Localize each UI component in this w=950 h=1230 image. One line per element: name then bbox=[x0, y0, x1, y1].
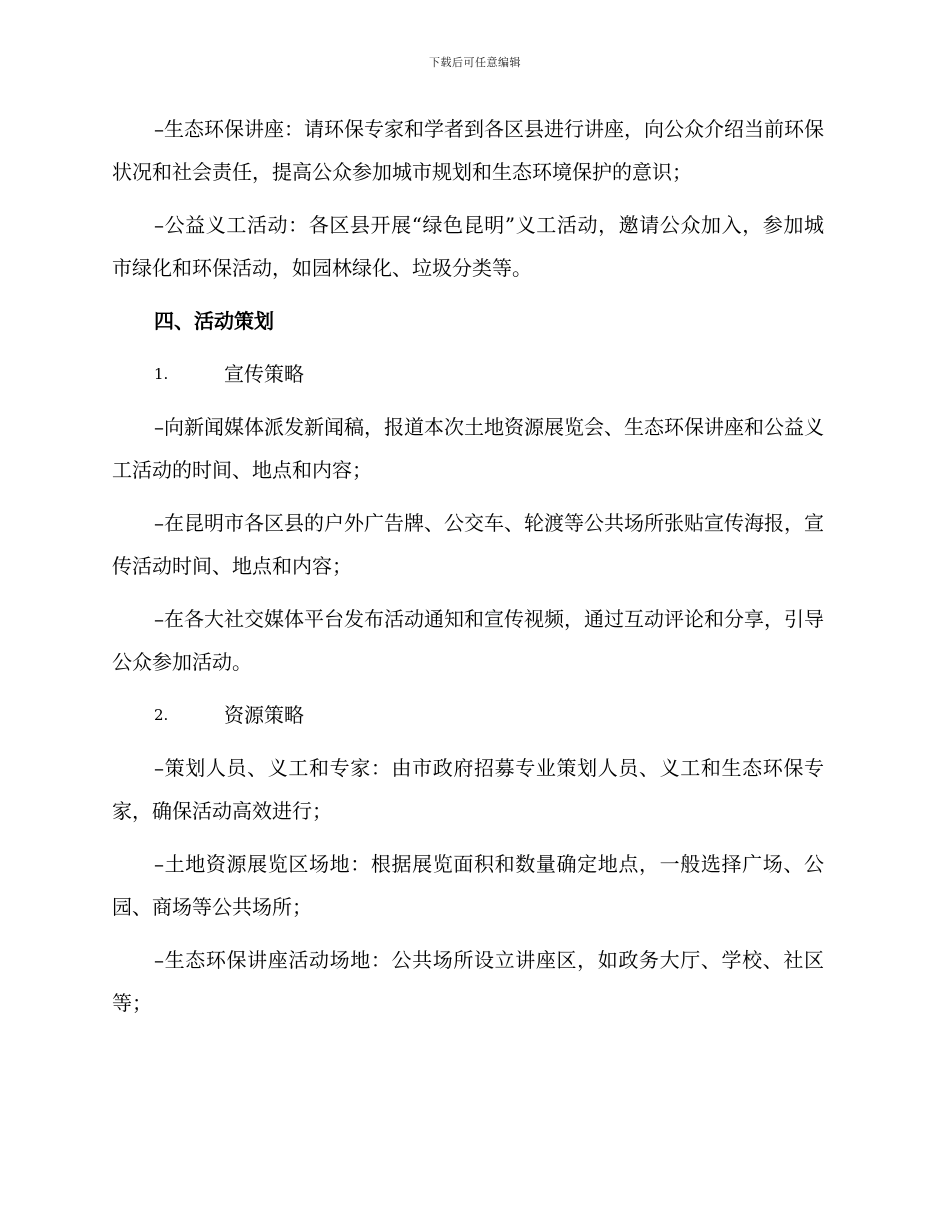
paragraph-lecture-venue: –生态环保讲座活动场地：公共场所设立讲座区，如政务大厅、学校、社区等； bbox=[112, 948, 824, 1015]
paragraph-staff: –策划人员、义工和专家：由市政府招募专业策划人员、义工和生态环保专家，确保活动高效进行； bbox=[112, 756, 824, 823]
item-number: 2. bbox=[154, 706, 169, 724]
paragraph-volunteer-activity: –公益义工活动：各区县开展“绿色昆明”义工活动，邀请公众加入，参加城市绿化和环保活动，如园林绿化、垃圾分类等。 bbox=[112, 213, 824, 280]
item-number: 1. bbox=[154, 365, 169, 383]
item-title: 资源策略 bbox=[224, 703, 304, 727]
paragraph-press-release: –向新闻媒体派发新闻稿，报道本次土地资源展览会、生态环保讲座和公益义工活动的时间、地点和内容； bbox=[112, 415, 824, 482]
item-title: 宣传策略 bbox=[224, 362, 304, 386]
numbered-item-publicity bbox=[112, 353, 824, 396]
numbered-item-resources bbox=[112, 694, 824, 737]
paragraph-posters: –在昆明市各区县的户外广告牌、公交车、轮渡等公共场所张贴宣传海报，宣传活动时间、地点和内容； bbox=[112, 511, 824, 578]
page-header: 下载后可任意编辑 bbox=[429, 56, 521, 69]
section-heading: 四、活动策划 bbox=[154, 309, 274, 333]
paragraph-exhibition-venue: –土地资源展览区场地：根据展览面积和数量确定地点，一般选择广场、公园、商场等公共场所； bbox=[112, 852, 824, 919]
paragraph-eco-lecture: –生态环保讲座：请环保专家和学者到各区县进行讲座，向公众介绍当前环保状况和社会责任，提高公众参加城市规划和生态环境保护的意识； bbox=[112, 117, 824, 184]
document-body bbox=[112, 108, 824, 1035]
paragraph-social-media: –在各大社交媒体平台发布活动通知和宣传视频，通过互动评论和分享，引导公众参加活动。 bbox=[112, 607, 824, 674]
